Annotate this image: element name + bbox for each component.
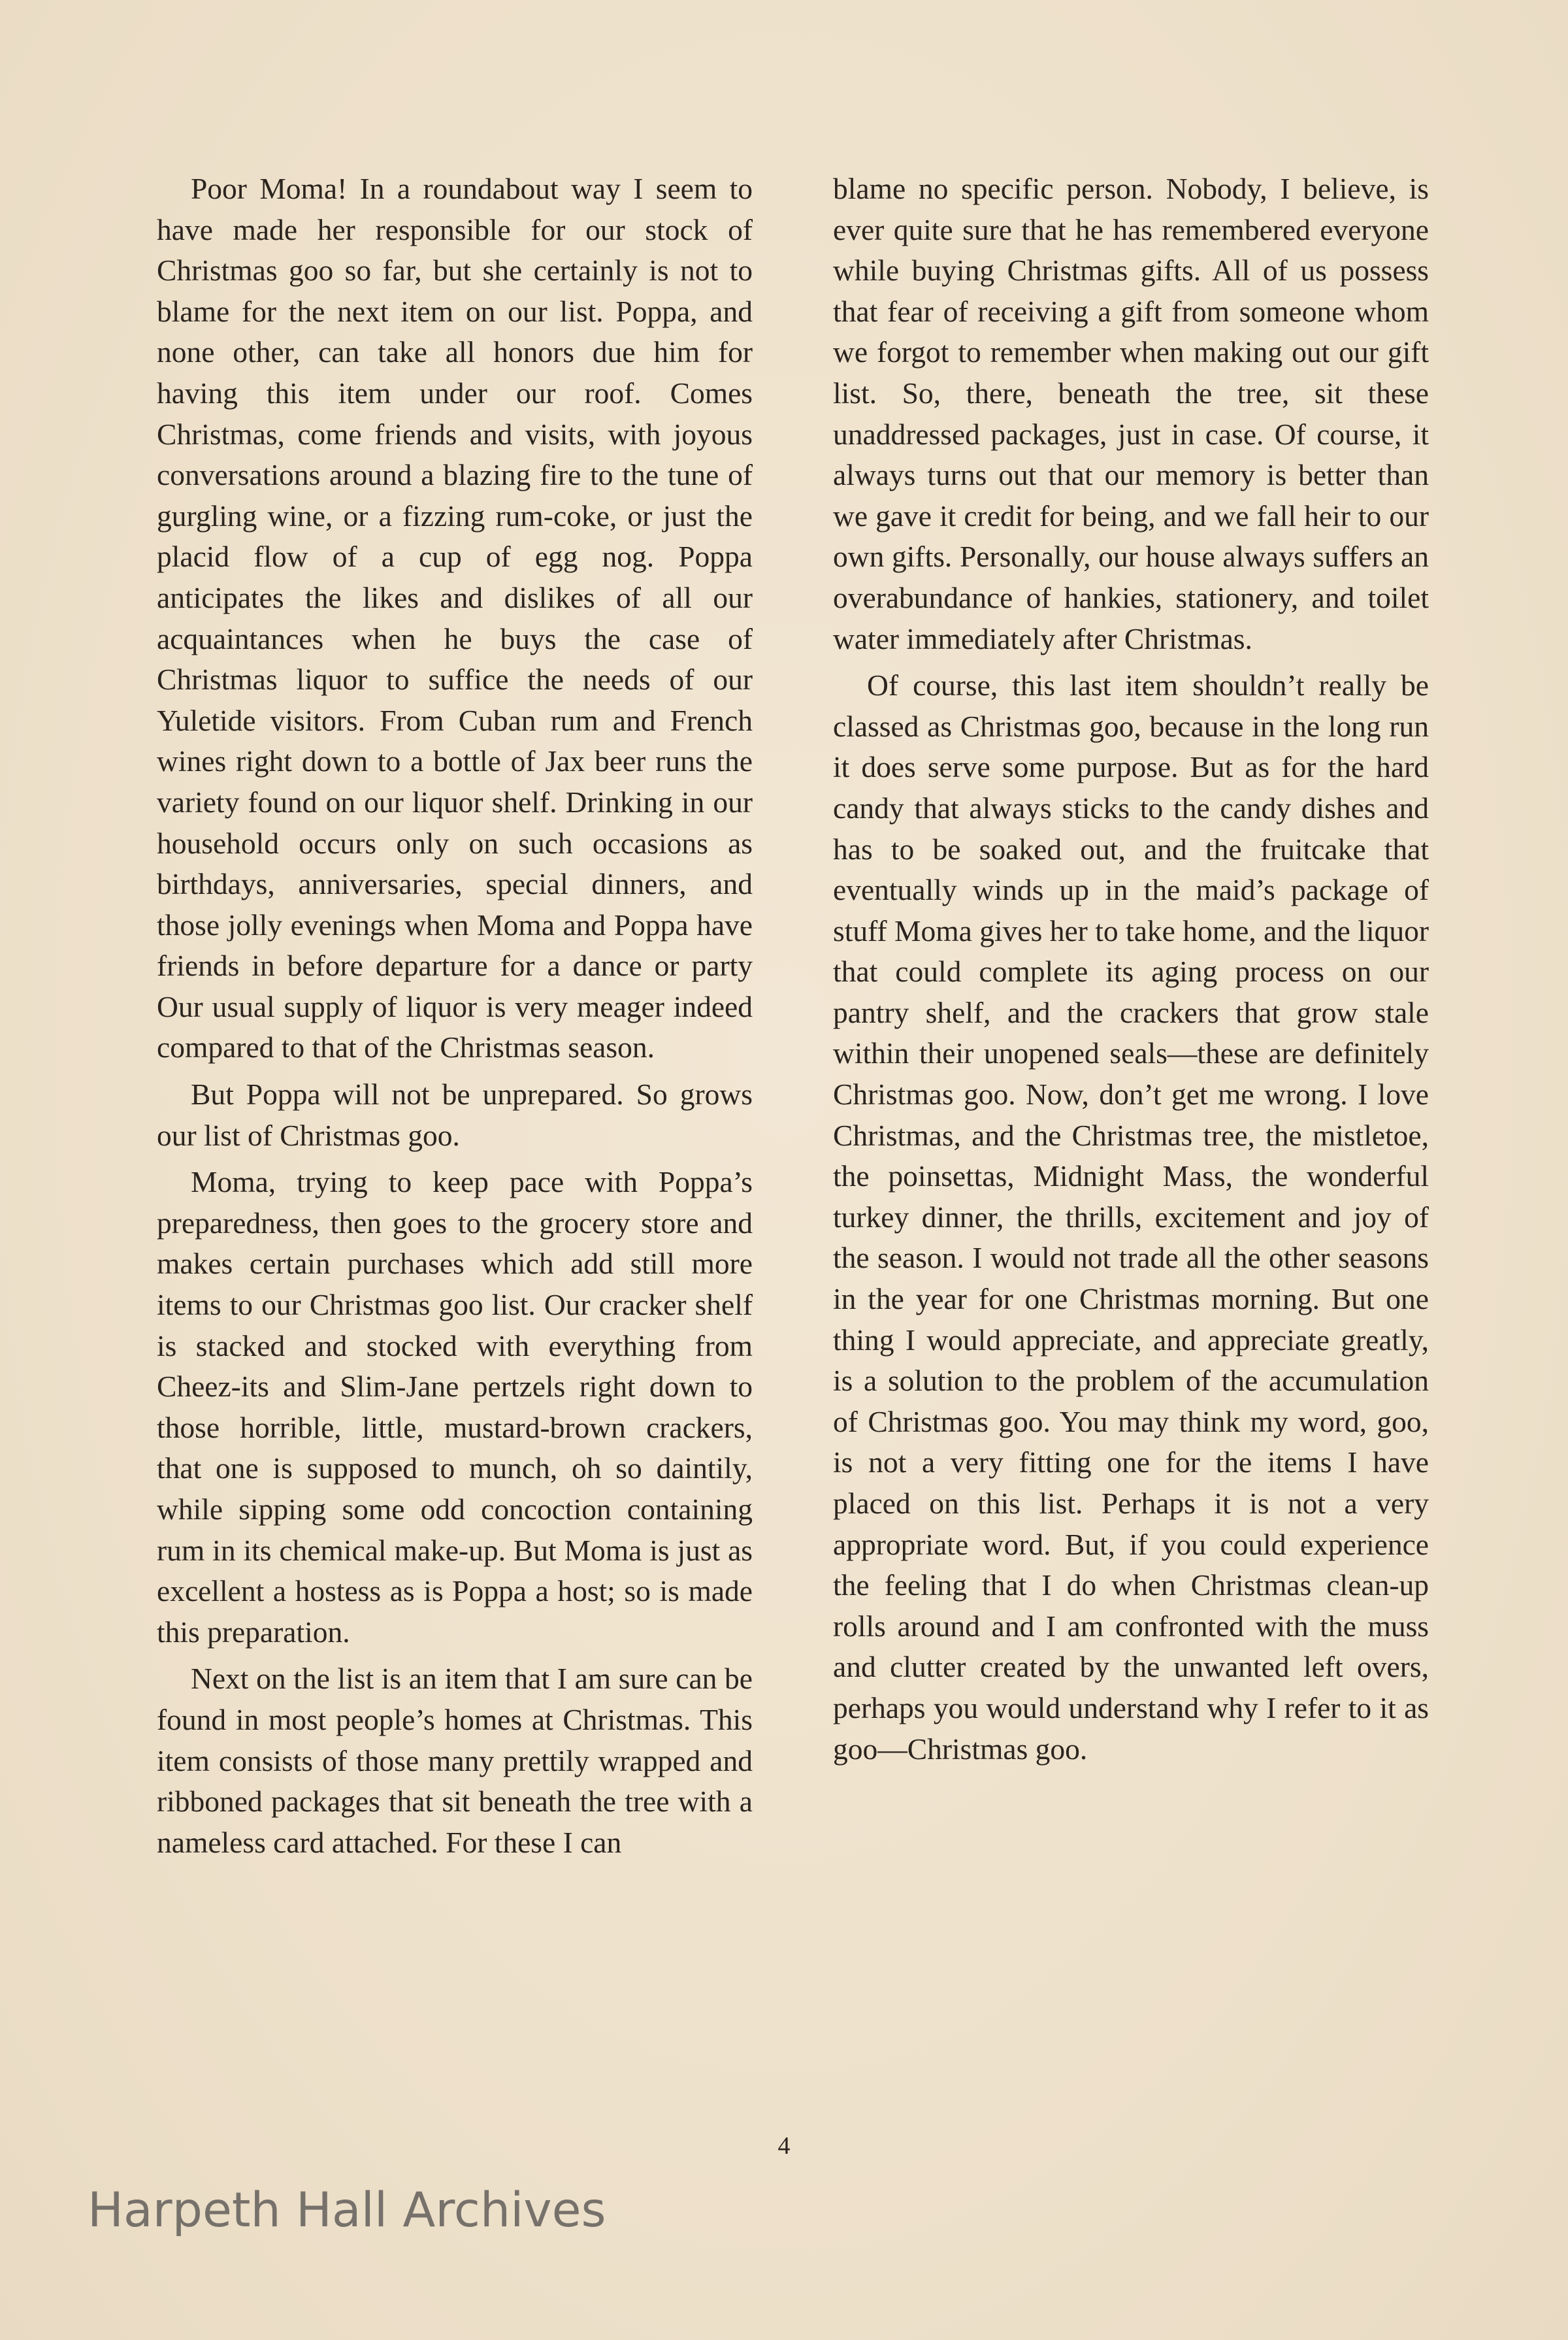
paragraph: blame no specific person. Nobody, I believe, is ever quite sure that he has remembered everyone while buying Christmas gifts. All of us possess that fear of receiving a gift from someone whom we forgot to remember when making out our gift list. So, there, beneath the tree, sit these unaddressed packages, just in case. Of course, it always turns out that our memory is better than we gave it credit for being, and we fall heir to our own gifts. Personally, our house always suffers an overabundance of hankies, stationery, and toilet water immediately after Christmas. — [833, 172, 1429, 655]
paragraph: Next on the list is an item that I am sure can be found in most people’s homes at Christmas. This item consists of those many prettily wrapped and ribboned packages that sit beneath the tree with a nameless card attached. For these I can — [157, 1662, 753, 1859]
paragraph: Poor Moma! In a roundabout way I seem to have made her responsible for our stock of Christmas goo so far, but she certainly is not to blame for the next item on our list. Poppa, and none other, can take all honors due him for having this item under our roof. Comes Christmas, come friends and visits, with joyous conversations around a blazing fire to the tune of gurgling wine, or a fizzing rum-coke, or just the placid flow of a cup of egg nog. Poppa anticipates the likes and dislikes of all our acquaintances when he buys the case of Christmas liquor to suffice the needs of our Yuletide visitors. From Cuban rum and French wines right down to a bottle of Jax beer runs the variety found on our liquor shelf. Drinking in our household occurs only on such occasions as birthdays, anniversaries, special dinners, and those jolly evenings when Moma and Poppa have friends in before departure for a dance or party Our usual supply of liquor is very meager indeed compared to that of the Christmas season. — [157, 172, 753, 1064]
paragraph: Of course, this last item shouldn’t really be classed as Christmas goo, because in the long run it does serve some purpose. But as for the hard candy that always sticks to the candy dishes and has to be soaked out, and the fruitcake that eventually winds up in the maid’s package of stuff Moma gives her to take home, and the liquor that could complete its aging process on our pantry shelf, and the crackers that grow stale within their unopened seals—these are definitely Christmas goo. Now, don’t get me wrong. I love Christmas, and the Christmas tree, the mistletoe, the poinsettas, Midnight Mass, the wonderful turkey dinner, the thrills, excitement and joy of the season. I would not trade all the other seasons in the year for one Christmas morning. But one thing I would appreciate, and appreciate greatly, is a solution to the problem of the accumulation of Christmas goo. You may think my word, goo, is not a very fitting one for the items I have placed on this list. Perhaps it is not a very appropriate word. But, if you could experience the feeling that I do when Christmas clean-up rolls around and I am confronted with the muss and clutter created by the unwanted left overs, perhaps you would understand why I refer to it as goo—Christmas goo. — [833, 668, 1429, 1766]
left-text-column — [157, 169, 753, 1869]
right-text-column — [833, 169, 1429, 1775]
archive-watermark: Harpeth Hall Archives — [88, 2183, 606, 2238]
paragraph: Moma, trying to keep pace with Poppa’s preparedness, then goes to the grocery store and makes certain purchases which add still more items to our Christmas goo list. Our cracker shelf is stacked and stocked with everything from Cheez-its and Slim-Jane pertzels right down to those horrible, little, mustard-brown crackers, that one is supposed to munch, oh so daintily, while sipping some odd concoction containing rum in its chemical make-up. But Moma is just as excellent a hostess as is Poppa a host; so is made this preparation. — [157, 1165, 753, 1649]
paragraph: But Poppa will not be unprepared. So grows our list of Christmas goo. — [157, 1078, 753, 1152]
page-number: 4 — [777, 2132, 791, 2160]
